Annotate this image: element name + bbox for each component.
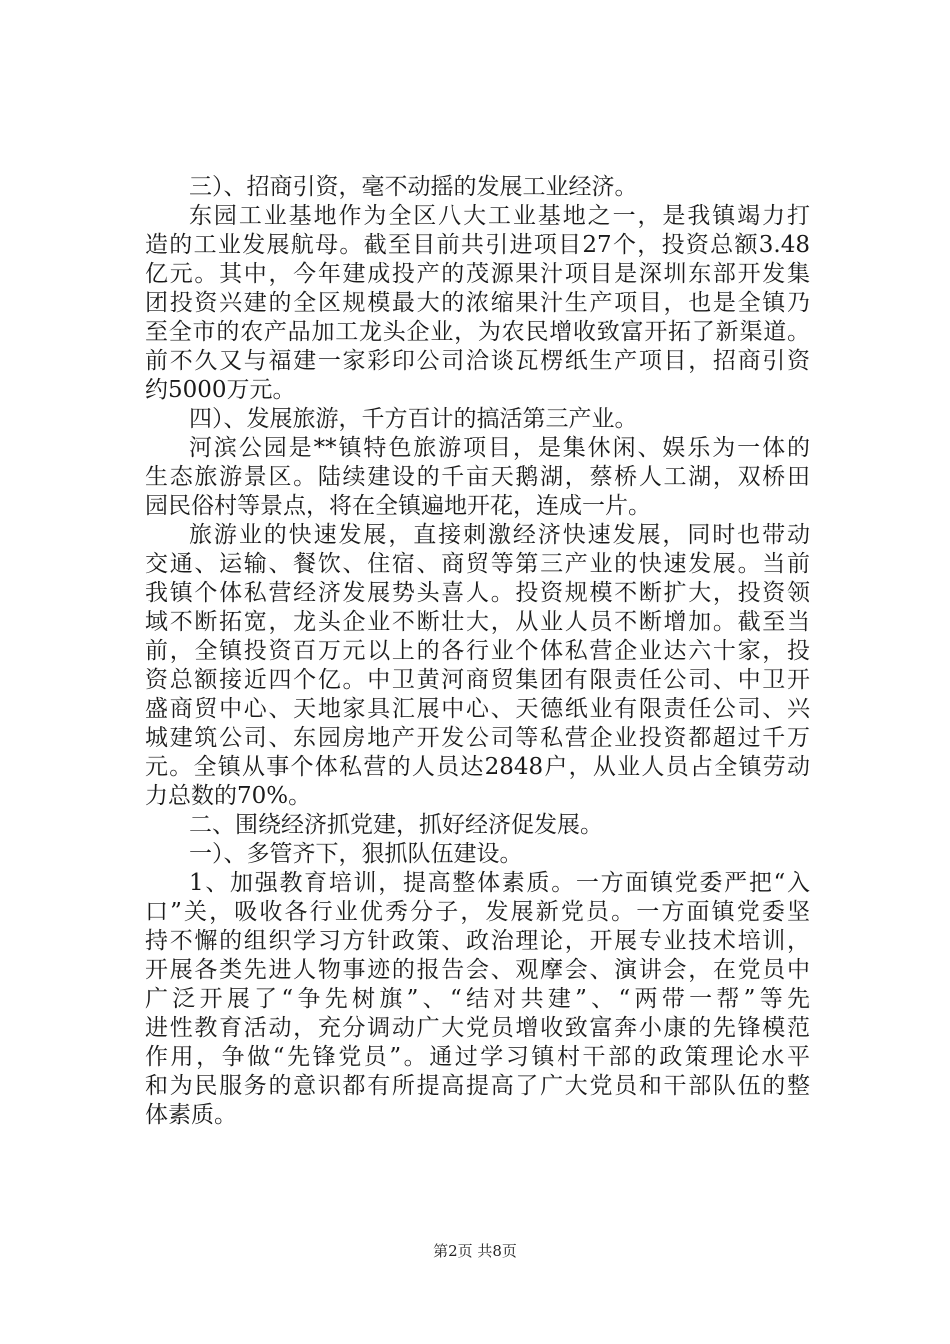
text-line: 前不久又与福建一家彩印公司洽谈瓦楞纸生产项目，招商引资 <box>145 348 810 374</box>
text-line: 东园工业基地作为全区八大工业基地之一，是我镇竭力打 <box>189 203 810 229</box>
text-line: 前，全镇投资百万元以上的各行业个体私营企业达六十家，投 <box>145 638 810 664</box>
section-heading: 三）、招商引资，毫不动摇的发展工业经济。 <box>189 174 638 200</box>
text-line: 1、加强教育培训，提高整体素质。一方面镇党委严把“入 <box>189 870 810 896</box>
text-line: 团投资兴建的全区规模最大的浓缩果汁生产项目，也是全镇乃 <box>145 290 810 316</box>
text-line: 开展各类先进人物事迹的报告会、观摩会、演讲会，在党员中 <box>145 957 810 983</box>
text-line: 域不断拓宽，龙头企业不断壮大，从业人员不断增加。截至当 <box>145 609 810 635</box>
text-line: 元。全镇从事个体私营的人员达2848户，从业人员占全镇劳动 <box>145 754 810 780</box>
text-line: 约5000万元。 <box>145 377 296 403</box>
text-line: 口”关，吸收各行业优秀分子，发展新党员。一方面镇党委坚 <box>145 899 810 925</box>
document-body <box>145 173 810 1130</box>
section-heading: 四）、发展旅游，千方百计的搞活第三产业。 <box>189 406 638 432</box>
section-heading: 一）、多管齐下，狠抓队伍建设。 <box>189 841 523 867</box>
text-line: 至全市的农产品加工龙头企业，为农民增收致富开拓了新渠道。 <box>145 319 810 345</box>
text-line: 园民俗村等景点，将在全镇遍地开花，连成一片。 <box>145 493 651 519</box>
text-line: 体素质。 <box>145 1102 237 1128</box>
text-line: 广泛开展了“争先树旗”、“结对共建”、“两带一帮”等先 <box>145 986 810 1012</box>
text-line: 力总数的70%。 <box>145 783 312 809</box>
text-line: 生态旅游景区。陆续建设的千亩天鹅湖，蔡桥人工湖，双桥田 <box>145 464 810 490</box>
text-line: 城建筑公司、东园房地产开发公司等私营企业投资都超过千万 <box>145 725 810 751</box>
text-line: 盛商贸中心、天地家具汇展中心、天德纸业有限责任公司、兴 <box>145 696 810 722</box>
text-line: 我镇个体私营经济发展势头喜人。投资规模不断扩大，投资领 <box>145 580 810 606</box>
page-number-footer: 第2页 共8页 <box>433 1242 517 1260</box>
text-line: 作用，争做“先锋党员”。通过学习镇村干部的政策理论水平 <box>145 1044 810 1070</box>
text-line: 和为民服务的意识都有所提高提高了广大党员和干部队伍的整 <box>145 1073 810 1099</box>
text-line: 资总额接近四个亿。中卫黄河商贸集团有限责任公司、中卫开 <box>145 667 810 693</box>
text-line: 交通、运输、餐饮、住宿、商贸等第三产业的快速发展。当前 <box>145 551 810 577</box>
text-line: 持不懈的组织学习方针政策、政治理论，开展专业技术培训， <box>145 928 810 954</box>
text-line: 亿元。其中，今年建成投产的茂源果汁项目是深圳东部开发集 <box>145 261 810 287</box>
section-heading: 二、围绕经济抓党建，抓好经济促发展。 <box>189 812 603 838</box>
text-line: 造的工业发展航母。截至目前共引进项目27个，投资总额3.48 <box>145 232 810 258</box>
text-line: 进性教育活动，充分调动广大党员增收致富奔小康的先锋模范 <box>145 1015 810 1041</box>
text-line: 旅游业的快速发展，直接刺激经济快速发展，同时也带动 <box>189 522 810 548</box>
text-line: 河滨公园是**镇特色旅游项目，是集休闲、娱乐为一体的 <box>189 435 810 461</box>
